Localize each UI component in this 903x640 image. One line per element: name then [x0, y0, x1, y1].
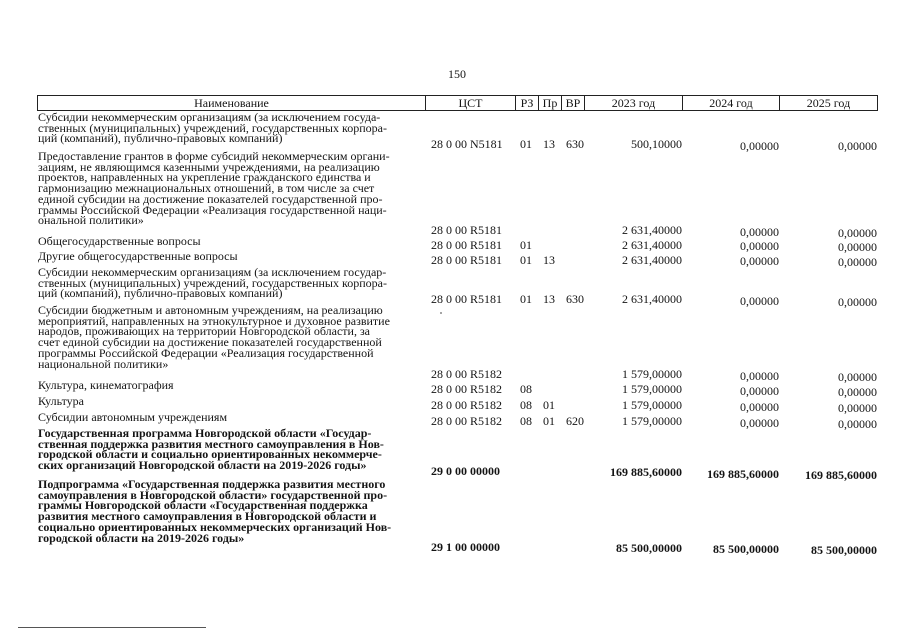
- row-2025: 0,00000: [838, 385, 877, 399]
- row-vr: 630: [566, 137, 584, 151]
- row-vr: 630: [566, 292, 584, 306]
- table-row-name: Культура, кинематография: [38, 378, 174, 392]
- row-2023: 2 631,40000: [622, 253, 682, 267]
- row-cst: 28 0 00 R5182: [431, 367, 503, 381]
- row-rz: 01: [520, 137, 532, 151]
- header-2023: 2023 год: [585, 95, 683, 111]
- row-2023: 85 500,00000: [616, 541, 682, 555]
- row-2024: 0,00000: [740, 254, 779, 268]
- footer-divider: [18, 627, 206, 628]
- row-2025: 0,00000: [838, 417, 877, 431]
- row-pr: 13: [543, 253, 555, 267]
- row-cst: 28 0 00 R5181: [431, 253, 503, 267]
- table-row-name: Государственная программа Новгородской области «Государ- ственная поддержка развития местного самоуправления в Нов- городской области и социально ориентированных некоммерче- ских организаций Новгородской области на 2019-2026 годы»: [38, 426, 384, 473]
- row-cst: 28 0 00 R5182: [431, 414, 503, 428]
- row-rz: 08: [520, 398, 532, 412]
- row-2024: 0,00000: [740, 294, 779, 308]
- row-2024: 0,00000: [740, 139, 779, 153]
- row-2025: 0,00000: [838, 226, 877, 240]
- row-rz: 01: [520, 238, 532, 252]
- row-2025: 0,00000: [838, 139, 877, 153]
- row-cst: 28 0 00 N5181: [431, 137, 503, 151]
- row-cst: 28 0 00 R5182: [431, 398, 503, 412]
- row-2025: 85 500,00000: [811, 543, 877, 557]
- row-pr: 13: [543, 292, 555, 306]
- table-row-name: Предоставление грантов в форме субсидий некоммерческим органи- зациям, не являющимся казенными учреждениями, на реализацию проектов, направленных на укрепление гражданского единства и гармонизацию межнациональных отношений, в том числе за счет единой субсидии на достижение показателей государственной про- граммы Российской Федерации «Реализация государственной наци- ональной политики»: [38, 149, 390, 228]
- row-2023: 1 579,00000: [622, 398, 682, 412]
- table-row-name: Субсидии бюджетным и автономным учреждениям, на реализацию мероприятий, направленных на этнокультурное и духовное развитие народов, проживающих на территории Новгородской области, за счет единой субсидии на достижение показателей государственной программы Российской Федерации «Реализация государственной национальной политики»: [38, 303, 390, 371]
- row-rz: 01: [520, 292, 532, 306]
- table-row-name: Общегосударственные вопросы: [38, 234, 201, 248]
- table-row-name: Подпрограмма «Государственная поддержка развития местного самоуправления в Новгородской области» государственной про- граммы Новгородской области «Государственная поддержка развития местного самоуправления в Новгородской области и социально ориентированных некоммерческих организаций Нов- городской области на 2019-2026 годы»: [38, 477, 392, 545]
- row-2024: 0,00000: [740, 369, 779, 383]
- table-row-name: Культура: [38, 394, 84, 408]
- row-vr: 620: [566, 414, 584, 428]
- scan-speck: [440, 312, 442, 314]
- row-2023: 2 631,40000: [622, 238, 682, 252]
- row-rz: 08: [520, 414, 532, 428]
- row-2023: 500,10000: [631, 137, 682, 151]
- row-2024: 0,00000: [740, 239, 779, 253]
- row-pr: 13: [543, 137, 555, 151]
- row-2024: 0,00000: [740, 384, 779, 398]
- row-2023: 2 631,40000: [622, 223, 682, 237]
- row-2024: 0,00000: [740, 225, 779, 239]
- row-cst: 28 0 00 R5182: [431, 382, 503, 396]
- row-2023: 1 579,00000: [622, 414, 682, 428]
- row-2025: 0,00000: [838, 370, 877, 384]
- header-name: Наименование: [37, 95, 426, 111]
- row-2023: 2 631,40000: [622, 292, 682, 306]
- table-row-name: Субсидии некоммерческим организациям (за исключением государ- ственных (муниципальных) учреждений, государственных корпора- ций (компаний), публично-правовых компаний): [38, 265, 387, 301]
- row-rz: 08: [520, 382, 532, 396]
- row-cst: 28 0 00 R5181: [431, 238, 503, 252]
- row-2024: 85 500,00000: [713, 542, 779, 556]
- header-rz: РЗ: [516, 95, 539, 111]
- header-cst: ЦСТ: [426, 95, 516, 111]
- row-2024: 169 885,60000: [707, 467, 779, 481]
- row-2025: 0,00000: [838, 295, 877, 309]
- table-row-name: Субсидии автономным учреждениям: [38, 410, 228, 424]
- table-row-name: Субсидии некоммерческим организациям (за исключением госуда- ственных (муниципальных) учреждений, государственных корпора- ций (компаний), публично-правовых компаний): [38, 110, 387, 146]
- table-row-name: Другие общегосударственные вопросы: [38, 249, 238, 263]
- row-2025: 0,00000: [838, 401, 877, 415]
- header-pr: Пр: [539, 95, 562, 111]
- header-2024: 2024 год: [683, 95, 780, 111]
- row-2025: 169 885,60000: [805, 468, 877, 482]
- row-2025: 0,00000: [838, 240, 877, 254]
- row-pr: 01: [543, 414, 555, 428]
- row-2024: 0,00000: [740, 416, 779, 430]
- row-2023: 169 885,60000: [610, 465, 682, 479]
- row-2023: 1 579,00000: [622, 382, 682, 396]
- row-rz: 01: [520, 253, 532, 267]
- row-2025: 0,00000: [838, 255, 877, 269]
- row-cst: 29 0 00 00000: [431, 464, 500, 478]
- header-2025: 2025 год: [780, 95, 878, 111]
- row-2023: 1 579,00000: [622, 367, 682, 381]
- row-cst: 28 0 00 R5181: [431, 223, 503, 237]
- row-2024: 0,00000: [740, 400, 779, 414]
- page-number: 150: [448, 67, 466, 81]
- row-cst: 29 1 00 00000: [431, 540, 500, 554]
- header-vr: ВР: [562, 95, 585, 111]
- row-cst: 28 0 00 R5181: [431, 292, 503, 306]
- row-pr: 01: [543, 398, 555, 412]
